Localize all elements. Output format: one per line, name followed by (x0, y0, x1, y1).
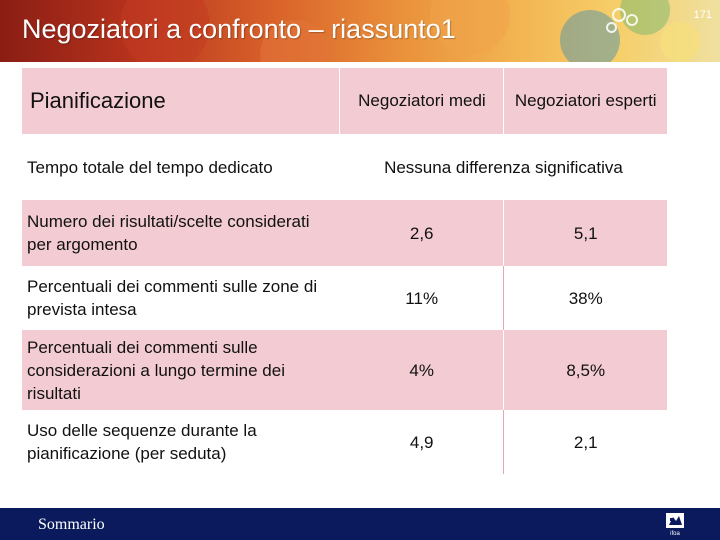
value-medi: 4,9 (340, 410, 504, 474)
row-label: Numero dei risultati/scelte considerati per argomento (22, 200, 340, 266)
logo-text: ifoa (670, 531, 680, 536)
slide-title: Negoziatori a confronto – riassunto1 (22, 14, 456, 44)
value-medi: 11% (340, 266, 504, 330)
sommario-link[interactable]: Sommario (38, 516, 105, 533)
value-esperti: 8,5% (504, 330, 667, 410)
table-row (22, 266, 667, 330)
value-medi: 2,6 (340, 200, 504, 266)
banner-ring (606, 22, 617, 33)
banner-ring (612, 8, 626, 22)
row-label: Uso delle sequenze durante la pianificazione (per seduta) (22, 410, 340, 474)
value-esperti: 2,1 (504, 410, 667, 474)
table-row (22, 200, 667, 266)
row-label: Percentuali dei commenti sulle considerazioni a lungo termine dei risultati (22, 330, 340, 410)
row-label: Tempo totale del tempo dedicato (22, 134, 340, 200)
header-banner (0, 0, 720, 62)
page-number: 171 (693, 9, 712, 21)
table-row (22, 134, 667, 200)
table-row (22, 330, 667, 410)
ifoa-logo-icon (664, 512, 686, 536)
section-title: Pianificazione (22, 68, 340, 134)
banner-decoration (660, 22, 700, 62)
value-esperti: 5,1 (504, 200, 667, 266)
column-header-esperti: Negoziatori esperti (504, 68, 667, 134)
footer-bar (0, 508, 720, 540)
row-label: Percentuali dei commenti sulle zone di prevista intesa (22, 266, 340, 330)
value-medi: 4% (340, 330, 504, 410)
column-header-medi: Negoziatori medi (340, 68, 504, 134)
value-esperti: 38% (504, 266, 667, 330)
row-span-note: Nessuna differenza significativa (340, 134, 667, 200)
comparison-table (22, 68, 667, 474)
banner-decoration (560, 10, 620, 62)
table-row (22, 410, 667, 474)
table-header-row (22, 68, 667, 134)
banner-ring (626, 14, 638, 26)
